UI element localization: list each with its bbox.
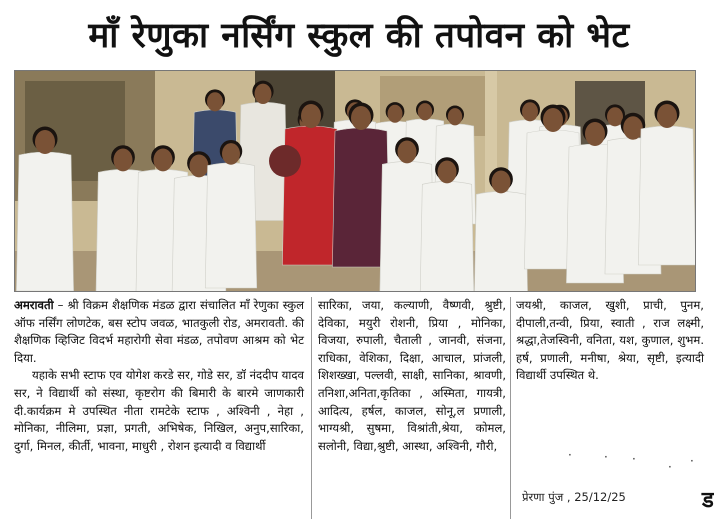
article-column-1 [14,297,304,455]
news-photo [14,70,696,292]
source-credit: प्रेरणा पुंज , 25/12/25 [522,490,626,504]
scan-speck: · [668,460,672,474]
scan-speck: · [568,448,572,462]
article-column-3 [516,297,704,385]
dateline: अमरावती [14,298,54,312]
column-divider [510,297,511,519]
scan-speck: · [604,450,608,464]
flower-bouquet [269,145,301,177]
scan-speck: · [690,454,694,468]
article-column-2 [318,297,506,455]
article-names-list-2: जयश्री, काजल, खुशी, प्राची, पुनम, दीपाली,तन्वी, प्रिया, स्वाती , राज लक्ष्मी, श्रद्धा,तेजस्विनी, वनिता, यश, कुणाल, शुभम. हर्ष, प्रणाली, मनीषा, श्रेया, सृष्टी, इत्यादी विद्यार्थी उपस्थित थे. [516,298,704,383]
article-names-list-1: सारिका, जया, कल्याणी, वैष्णवी, श्रुष्टी, देविका, मयुरी रोशनी, प्रिया , मोनिका, विजया, रुपाली, चैताली , जानवी, संजना, राधिका, वेशिका, दिक्षा, आचाल, प्रांजली, शिशख्खा, पल्लवी, साक्षी, सानिका, श्रावणी, तनिशा,अनिता,कृतिका , अस्मिता, गायत्री, आदित्य, हर्षल, काजल, सोनू,ल प्रणाली, भाग्यश्री, सुषमा, विश्रांती,श्रेया, कोमल, सलोनी, विद्या,श्रुष्टी, आस्था, अश्विनी, गौरी, [318,298,506,453]
headline: माँ रेणुका नर्सिंग स्कुल की तपोवन को भेट [88,15,630,56]
group-photo [15,71,696,292]
column-divider [311,297,312,519]
article-paragraph-1: – श्री विक्रम शैक्षणिक मंडळ द्वारा संचालित माँ रेणुका स्कुल ऑफ नर्सिंग लोणटेक, बस स्टोप जवळ, भातकुली रोड, अमरावती. की शैक्षणिक व्हिजिट विदर्भ महारोगी सेवा मंडळ, तपोवण आश्रम को भेट दिया. [14,298,304,365]
article-paragraph-2: यहाके सभी स्टाफ एव योगेश करडे सर, गोडे सर, डॉ नंददीप यादव सर, ने विद्यार्थी को संस्था, कृष्टरोग की बिमारी के बारमे जाणकारी दी.कार्यक्रम मे उपस्थित नीता रामटेके स्टाफ , अश्विनी , नेहा , मोनिका, नीलिमा, प्रज्ञा, प्रगती, अभिषेक, निखिल, अनुप,सारिका, दुर्गा, मिनल, कीर्ती, भावना, माधुरी , रोशन इत्यादी व विद्यार्थी [14,368,304,453]
cropped-glyph: ड [702,488,714,513]
scan-speck: · [632,452,636,466]
